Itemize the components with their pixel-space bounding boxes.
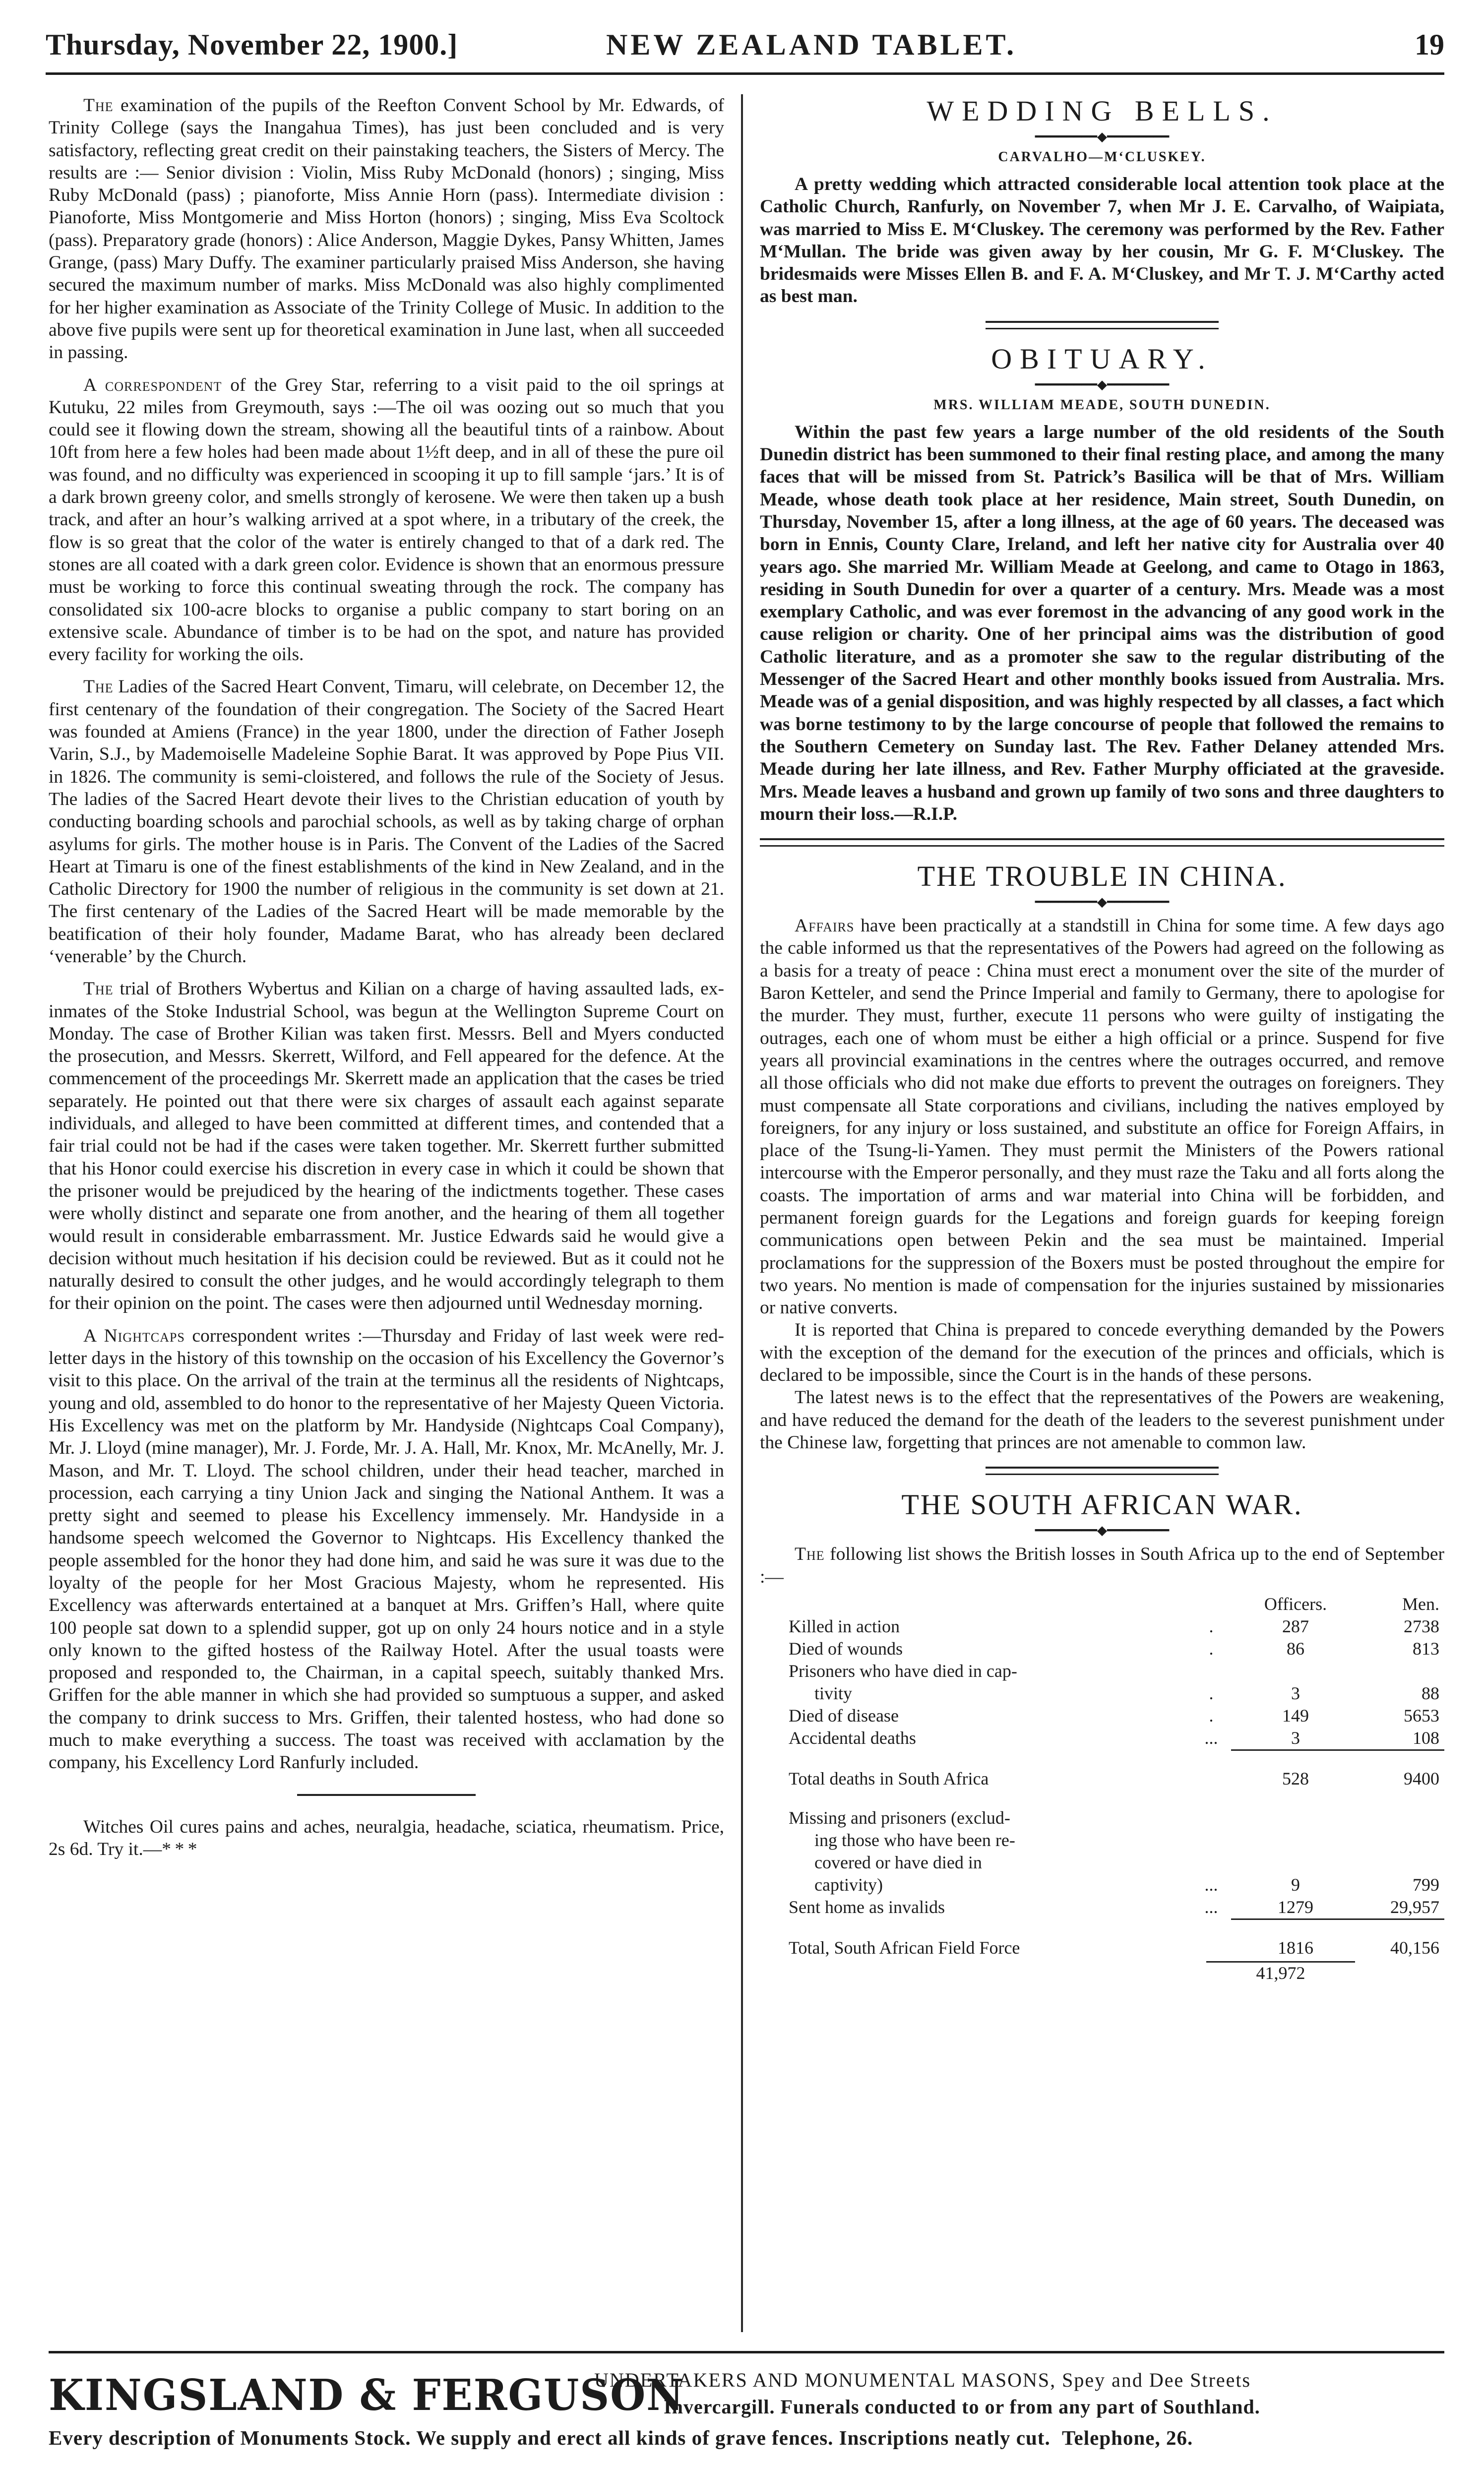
obituary-paragraph: Within the past few years a large number of the old residents of the South Dunedin district has been summoned to their final resting place, and among the many faces that will be missed from St. Patrick’s Basilica will be that of Mrs. William Meade, whose death took place at her residence, Main street, South Dunedin, on Thursday, November 15, after a long illness, at the age of 60 years. The deceased was born in Ennis, County Clare, Ireland, and left her native city for Australia over 40 years ago. She married Mr. William Meade at Geelong, and came to Otago in 1863, residing in South Dunedin for over a quarter of a century. Mrs. Meade was a most exemplary Catholic, and was ever foremost in the advancing of any good work in the cause religion or charity. One of her principal aims was the distribution of good Catholic literature, and as a promoter she saw to the regular distributing of the Messenger of the Sacred Heart and other monthly books issued from Australia. Mrs. Meade was of a genial disposition, and was highly respected by all classes, a fact which was borne testimony to by the large concourse of people that followed the remains to the Southern Cemetery on Sunday last. The Rev. Father Delaney attended Mrs. Meade during her late illness, and Rev. Father Murphy officiated at the graveside. Mrs. Meade leaves a husband and grown up family of two sons and three daughters to mourn their loss.—R.I.P.: [760, 422, 1444, 824]
section-rule: [760, 838, 1444, 847]
china-paragraph-3: The latest news is to the effect that the representatives of the Powers are weakening, and have reduced the demand for the death of the leaders to the severest punishment under the Chinese law, forgetting that princes are not amenable to common law.: [760, 1387, 1444, 1453]
total-deaths-row: Total deaths in South Africa 528 9400: [789, 1768, 1439, 1789]
total-force-row: Total, South African Field Force 1816 40,156: [789, 1937, 1439, 1958]
table-row: covered or have died in: [814, 1852, 982, 1872]
table-row: Missing and prisoners (exclud-: [789, 1807, 1010, 1828]
men-header: Men.: [1402, 1594, 1439, 1614]
wedding-subhead: CARVALHO—M‘CLUSKEY.: [998, 149, 1206, 165]
war-intro: The following list shows the British losses in South Africa up to the end of September :—: [760, 1544, 1444, 1587]
left-column: [49, 94, 724, 1860]
telephone-number: Telephone, 26.: [1061, 2426, 1193, 2449]
witches-oil-advert: Witches Oil cures pains and aches, neuralgia, headache, sciatica, rheumatism. Price, 2s 6d. Try it.—* * *: [49, 1816, 724, 1859]
table-row: tivity . 3 88: [814, 1683, 1439, 1703]
column-divider: [741, 94, 743, 2332]
obituary-heading: OBITUARY.: [991, 342, 1213, 375]
page-number: 19: [1415, 28, 1444, 61]
officers-header: Officers.: [1264, 1594, 1327, 1614]
brothers-trial-paragraph: The trial of Brothers Wybertus and Kilian on a charge of having assaulted lads, ex-inmates of the Stoke Industrial School, was begun at the Wellington Supreme Court on Monday. The case of Brother Kilian was taken first. Messrs. Bell and Myers conducted the prosecution, and Messrs. Skerrett, Wilford, and Fell appeared for the defence. At the commencement of the proceedings Mr. Skerrett made an application that the cases be tried separately. He pointed out that there were six charges of assault each against separate individuals, and alleged to have been committed at different times, and contended that a fair trial could not be had if the cases were taken together. Mr. Skerrett further submitted that his Honor could exercise his discretion in every case in which it could be shown that the prisoner would be prejudiced by the hearing of the indictments together. These cases were wholly distinct and separate one from another, and the hearing of them all together would result in considerable embarrassment. Mr. Justice Edwards said he would give a decision without much hesitation if his decision could be reviewed. But as it could not he naturally desired to consult the other judges, and he would accordingly telegraph to them for their opinion on the point. The cases were then adjourned until Wednesday morning.: [49, 979, 724, 1314]
wedding-paragraph: A pretty wedding which attracted considerable local attention took place at the Catholic Church, Ranfurly, on November 7, when Mr J. E. Carvalho, of Waipiata, was married to Miss E. M‘Cluskey. The ceremony was performed by the Rev. Father M‘Mullan. The bride was given away by her cousin, Mr G. F. M‘Cluskey. The bridesmaids were Misses Ellen B. and F. A. M‘Cluskey, and Mr T. J. M‘Carthy acted as best man.: [760, 174, 1444, 307]
table-row: Prisoners who have died in cap-: [789, 1661, 1017, 1681]
wedding-heading: WEDDING BELLS.: [927, 95, 1278, 127]
china-paragraph-2: It is reported that China is prepared to concede everything demanded by the Powers with the exception of the demand for the execution of the princes and officials, which is declared to be impossible, since the Court is in the hands of these persons.: [760, 1320, 1444, 1386]
divider-rule: [297, 1794, 476, 1796]
nightcaps-paragraph: A Nightcaps correspondent writes :—Thursday and Friday of last week were red-letter days in the history of this township on the occasion of his Excellency the Governor’s visit to this place. On the arrival of the train at the terminus all the residents of Nightcaps, young and old, assembled to do honor to the representative of her Majesty Queen Victoria. His Excellency was met on the platform by Mr. Handyside (Nightcaps Coal Company), Mr. J. Lloyd (mine manager), Mr. J. Forde, Mr. J. A. Hall, Mr. Knox, Mr. McAnelly, Mr. J. Mason, and Mr. T. Lloyd. The school children, under their head teacher, marched in procession, each carrying a tiny Union Jack and singing the National Anthem. It was a pretty sight and seemed to please his Excellency immensely. Mr. Handyside in a handsome speech welcomed the Governor to Nightcaps. His Excellency thanked the people assembled for the honor they had done him, and said he was sure it was due to the loyalty of the people for her Most Gracious Majesty, whom he represented. His Excellency was afterwards entertained at a banquet at Mrs. Griffen’s Hall, where quite 100 people sat down to a splendid supper, got up on only 24 hours notice and in a style only known to the gifted hostess of the Railway Hotel. After the usual toasts were proposed and responded to, the Chairman, in a capital speech, suitably thanked Mrs. Griffen for the able manner in which she had provided so sumptuous a supper, and asked the company to drink success to Mrs. Griffen, their talented hostess, who had done so much to make everything a success. The toast was received with acclamation by the company, his Excellency Lord Ranfurly included.: [49, 1325, 725, 1773]
masthead: [46, 18, 1444, 75]
ornament: ━━━━━━━━◆━━━━━━━━: [1035, 895, 1170, 910]
advertiser-name: KINGSLAND & FERGUSON: [49, 2370, 684, 2420]
reefton-school-paragraph: The examination of the pupils of the Reefton Convent School by Mr. Edwards, of Trinity College (says the Inangahua Times), has just been concluded and is very satisfactory, reflecting great credit on their painstaking teachers, the Sisters of Mercy. The results are :— Senior division : Violin, Miss Ruby McDonald (honors) ; singing, Miss Ruby McDonald (pass) ; pianoforte, Miss Annie Horn (pass). Intermediate division : Pianoforte, Miss Montgomerie and Miss Horton (honors) ; singing, Miss Eva Scoltock (pass). Preparatory grade (honors) : Alice Anderson, Maggie Dykes, Pansy Whitten, James Grange, (pass) Mary Duffy. The examiner particularly praised Miss Anderson, she having secured the maximum number of marks. Miss McDonald was also highly complimented for her higher examination as Associate of the Trinity College of Music. In addition to the above five pupils were sent up for theoretical examination in June last, when all succeeded in passing.: [49, 95, 724, 363]
kingsland-ferguson-advert: [49, 2351, 1444, 2458]
table-row: captivity) ... 9 799: [814, 1874, 1439, 1895]
table-row: ing those who have been re-: [814, 1830, 1015, 1850]
china-paragraph-1: Affairs have been practically at a standstill in China for some time. A few days ago the cable informed us that the representatives of the Powers had agreed on the following as a basis for a treaty of peace : China must erect a monument over the site of the murder of Baron Ketteler, and send the Prince Imperial and family to Germany, there to apologise for the murder. They must, further, execute 11 persons who were guilty of instigating the outrages, each one of whom must be either a high official or a prince. Suspend for five years all provincial examinations in the centres where the outrages occurred, and remove all those officials who did not make due efforts to prevent the outrages on foreigners. They must compensate all State corporations and civilians, including the natives employed by foreigners, for any injury or loss sustained, and substitute an office for Foreign Affairs, in place of the Tsung-li-Yamen. They must permit the Ministers of the Powers rational intercourse with the Emperor personally, and they must raze the Taku and all forts along the coasts. The importation of arms and war material into China will be forbidden, and permanent foreign guards for the Legations and foreign guards for keeping foreign communications open between Pekin and the sea must be maintained. Imperial proclamations for the suppression of the Boxers must be posted throughout the empire for two years. No mention is made of compensation for the injuries sustained by missionaries or native converts.: [760, 916, 1445, 1318]
issue-date: Thursday, November 22, 1900.]: [46, 28, 458, 61]
ornament: ━━━━━━━━◆━━━━━━━━: [1035, 377, 1170, 392]
right-column: [760, 94, 1444, 1983]
advert-line-2: Invercargill. Funerals conducted to or from any part of Southland.: [664, 2396, 1260, 2418]
ornament: ━━━━━━━━◆━━━━━━━━: [1035, 129, 1170, 144]
oil-springs-paragraph: A correspondent of the Grey Star, referring to a visit paid to the oil springs at Kutuku, 22 miles from Greymouth, says :—The oil was oozing out so much that you could see it flowing down the stream, showing all the beautiful tints of a rainbow. About 10ft from here a few holes had been made about 1½ft deep, and in all of these the pure oil was found, and no difficulty was experienced in scooping it up to fill sample ‘jars.’ It is of a dark brown greeny color, and smells strongly of kerosene. We were then taken up a bush track, and after an hour’s walking arrived at a spot where, in a tributary of the creek, the flow is so great that the color of the water is entirely changed to that of a dark red. The stones are all coated with a dark green color. Evidence is shown that an enormous pressure must be working to force this continual sweating through the rock. The company has consolidated six 100-acre blocks to organise a public company to start boring on an extensive scale. Abundance of timber is to be had on the spot, and nature has provided every facility for working the oils.: [49, 374, 724, 665]
section-rule: [986, 321, 1219, 329]
china-heading: THE TROUBLE IN CHINA.: [917, 860, 1287, 893]
table-row: Accidental deaths ... 3 108: [789, 1728, 1439, 1748]
british-losses-table: [760, 1593, 1444, 1959]
advert-line-3: Every description of Monuments Stock. We supply and erect all kinds of grave fences. Inscriptions neatly cut. Telephone, 26.: [49, 2426, 1193, 2449]
table-row: Died of wounds . 86 813: [789, 1638, 1439, 1659]
table-row: Died of disease . 149 5653: [789, 1705, 1439, 1726]
table-row: Killed in action . 287 2738: [789, 1616, 1439, 1636]
ornament: ━━━━━━━━◆━━━━━━━━: [1035, 1523, 1170, 1538]
war-heading: THE SOUTH AFRICAN WAR.: [901, 1488, 1303, 1521]
newspaper-title: NEW ZEALAND TABLET.: [606, 28, 1017, 61]
sacred-heart-paragraph: The Ladies of the Sacred Heart Convent, Timaru, will celebrate, on December 12, the first centenary of the foundation of their congregation. The Society of the Sacred Heart was founded at Amiens (France) in the year 1800, under the direction of Father Joseph Varin, S.J., by Mademoiselle Madeleine Sophie Barat. It was approved by Pope Pius VII. in 1826. The community is semi-cloistered, and follows the rule of the Society of Jesus. The ladies of the Sacred Heart devote their lives to the Christian education of youth by conducting boarding schools and parochial schools, as well as by taking charge of orphan asylums for girls. The mother house is in Paris. The Convent of the Ladies of the Sacred Heart at Timaru is one of the finest establishments of the kind in New Zealand, and in the Catholic Directory for 1900 the number of religious in the community is set down at 21. The first centenary of the Ladies of the Sacred Heart will be made memorable by the beatification of their holy founder, Madame Barat, who has already been declared ‘venerable’ by the Church.: [49, 677, 725, 967]
advert-line-1: UNDERTAKERS AND MONUMENTAL MASONS, Spey and Dee Streets: [594, 2369, 1251, 2391]
grand-total: 41,972: [1206, 1961, 1355, 1983]
table-row: Sent home as invalids ... 1279 29,957: [789, 1897, 1439, 1917]
obituary-subhead: MRS. WILLIAM MEADE, SOUTH DUNEDIN.: [933, 397, 1271, 413]
table-header-row: [760, 1593, 1444, 1615]
section-rule: [986, 1467, 1219, 1475]
